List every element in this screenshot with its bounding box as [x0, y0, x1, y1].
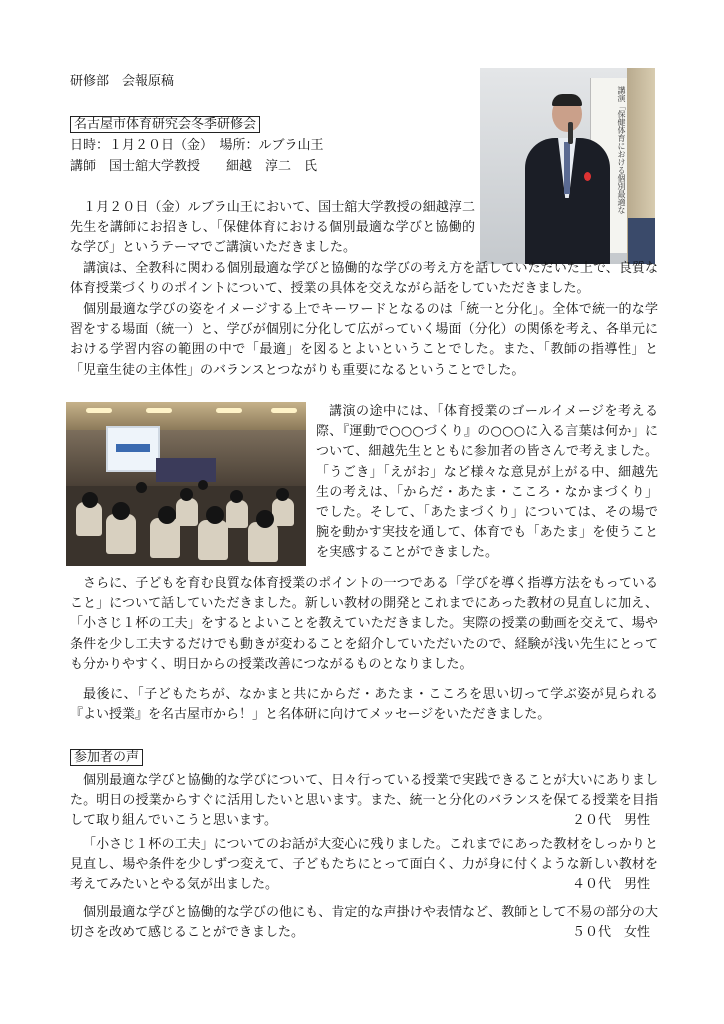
- voice-text: 個別最適な学びと協働的な学びについて、日々行っている授業で実践できることが大いにありました。明日の授業からすぐに活用したいと思います。また、統一と分化のバランスを保てる授業を目指して取り組んでいこうと思います。: [70, 773, 658, 829]
- paragraph-activity: 講演の途中には、「体育授業のゴールイメージを考える際、『運動で○○○づくり』の○○○に入る言葉は何か」について、細越先生とともに参加者の皆さんで考えました。「うごき」「えがお」など様々な意見が上がる中、細越先生の考えは、「からだ・あたま・こころ・なかまづくり」でした。そして、「あたまづくり」については、その場で腕を動かす実技を通して、体育でも「あたま」を使うことを実感することができました。: [316, 404, 658, 561]
- voice-attribution: ２０代 男性: [571, 813, 650, 829]
- event-title-box: 名古屋市体育研究会冬季研修会: [70, 116, 260, 133]
- voice-attribution: ４０代 男性: [571, 877, 650, 893]
- paragraph-intro: １月２０日（金）ルブラ山王において、国士舘大学教授の細越淳二先生を講師にお招きし、「保健体育における個別最適な学びと協働的な学び」というテーマでご講演いただきました。: [70, 200, 475, 256]
- date-place: 日時：１月２０日（金） 場所：ルブラ山王: [70, 138, 324, 153]
- voices-heading: [70, 749, 143, 767]
- participant-voice: [70, 835, 658, 896]
- voices-title-box: 参加者の声: [70, 749, 143, 766]
- paragraph-closing: 最後に、「子どもたちが、なかまと共にからだ・あたま・こころを思い切って学ぶ姿が見られる『よい授業』を名古屋市から！」と名体研に向けてメッセージをいただきました。: [70, 687, 658, 723]
- participant-voice: [70, 771, 658, 832]
- lecturer: 講師 国士舘大学教授 細越 淳二 氏: [70, 159, 318, 174]
- voice-text: 個別最適な学びと協働的な学びの他にも、肯定的な声掛けや表情など、教師として不易の部分の大切さを改めて感じることができました。: [70, 905, 658, 941]
- event-title: [70, 116, 260, 134]
- paragraph-teaching-method: さらに、子どもを育む良質な体育授業のポイントの一つである「学びを導く指導方法をもっていること」について話していただきました。新しい教材の開発とこれまでにあった教材の見直しに加え、「小さじ１杯の工夫」をするとよいことを教えていただきました。実際の授業の動画を交えて、場や条件を少し工夫するだけでも動きが変わることを紹介していただいたので、経験が浅い先生にとっても分かりやすく、明日からの授業改善につながるものとなりました。: [70, 576, 659, 672]
- lecture-banner: 講演「保健体育における個別最適な: [617, 86, 626, 214]
- paragraph-keyword: 個別最適な学びの姿をイメージする上でキーワードとなるのは「統一と分化」。全体で統一的な学習をする場面（統一）と、学びが個別に分化して広がっていく場面（分化）の関係を考え、各単元における学習内容の範囲の中で「最適」を図るとよいということでした。また、「教師の指導性」と「児童生徒の主体性」のバランスとつながりも重要になるということでした。: [70, 302, 658, 378]
- speaker-photo: [480, 68, 655, 264]
- audience-photo: [66, 402, 306, 566]
- voice-text: 「小さじ１杯の工夫」についてのお話が大変心に残りました。これまでにあった教材をしっかりと見直し、場や条件を少しずつ変えて、子どもたちにとって面白く、力が身に付くような新しい教材を考えてみたいとやる気が出ました。: [70, 837, 658, 893]
- voice-attribution: ５０代 女性: [571, 925, 650, 941]
- paragraph-overview: 講演は、全教科に関わる個別最適な学びと協働的な学びの考え方を話していただいた上で、良質な体育授業づくりのポイントについて、授業の具体を交えながら話をしていただきました。: [70, 261, 658, 297]
- department-label: 研修部 会報原稿: [70, 74, 175, 89]
- participant-voice: [70, 903, 658, 943]
